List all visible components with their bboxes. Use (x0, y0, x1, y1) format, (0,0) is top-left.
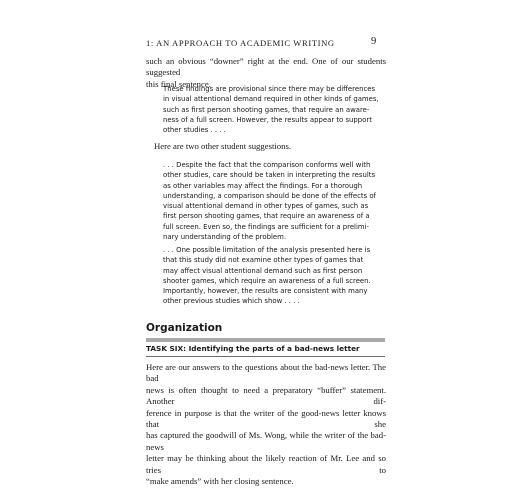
quote-line: understanding, a comparison should be done of the effects of (163, 191, 376, 200)
text-line: Here are our answers to the questions about the bad-news letter. The bad (146, 362, 386, 384)
page-number: 9 (371, 36, 377, 47)
text-line: has captured the goodwill of Ms. Wong, while the writer of the bad-news (146, 430, 386, 452)
transition-sentence: Here are two other student suggestions. (154, 141, 292, 151)
quote-line: nary understanding of the problem. (163, 233, 287, 242)
quote-line: ness of a full screen. However, the results appear to support (163, 115, 372, 124)
quote-line: full screen. Even so, the findings are sufficient for a prelimi- (163, 222, 369, 231)
text-line: “make amends” with her closing sentence. (146, 476, 294, 487)
quote-block-1 (163, 84, 379, 135)
text-line: such an obvious “downer” right at the end. One of our students suggested (146, 56, 386, 78)
quote-line: These findings are provisional since there may be differences (163, 85, 376, 93)
text-line: news is often thought to need a preparatory “buffer” statement. Another dif- (146, 384, 386, 407)
text-line: ference in purpose is that the writer of the good-news letter knows that she (146, 407, 386, 430)
quote-block-2 (163, 160, 376, 242)
text-line: this final sentence. (146, 78, 211, 89)
quote-line: first person shooting games, that require an awareness of a (163, 212, 370, 221)
quote-line: . . . One possible limitation of the analysis presented here is (163, 246, 371, 254)
quote-line: that this study did not examine other types of games that (163, 256, 364, 265)
quote-line: . . . Despite the fact that the comparison conforms well with (163, 161, 371, 169)
running-head: 1: AN APPROACH TO ACADEMIC WRITING (146, 38, 335, 48)
quote-line: in visual attentional demand required in other kinds of games, (163, 95, 379, 104)
task-rule-bottom (146, 356, 385, 357)
quote-line: Importantly, however, the results are consistent with many (163, 287, 368, 296)
task-rule-top (146, 338, 385, 342)
quote-line: shooter games, which require an awareness of a full screen. (163, 276, 371, 285)
section-heading: Organization (146, 322, 223, 334)
text-line: letter may be thinking about the likely reaction of Mr. Lee and so tries to (146, 453, 386, 475)
quote-line: such as first person shooting games, that require an aware- (163, 105, 370, 114)
quote-line: as other variables may affect the findings. For a thorough (163, 181, 363, 190)
quote-line: other studies . . . . (163, 126, 226, 135)
closing-paragraph (146, 362, 386, 487)
quote-block-3 (163, 245, 371, 307)
quote-line: may affect visual attentional demand such as first person (163, 266, 363, 275)
quote-line: visual attentional demand in other types of games, such as (163, 202, 369, 211)
task-heading: TASK SIX: Identifying the parts of a bad-news letter (146, 344, 360, 353)
quote-line: other studies, care should be taken in interpreting the results (163, 171, 376, 180)
quote-line: other previous studies which show . . . . (163, 297, 300, 306)
